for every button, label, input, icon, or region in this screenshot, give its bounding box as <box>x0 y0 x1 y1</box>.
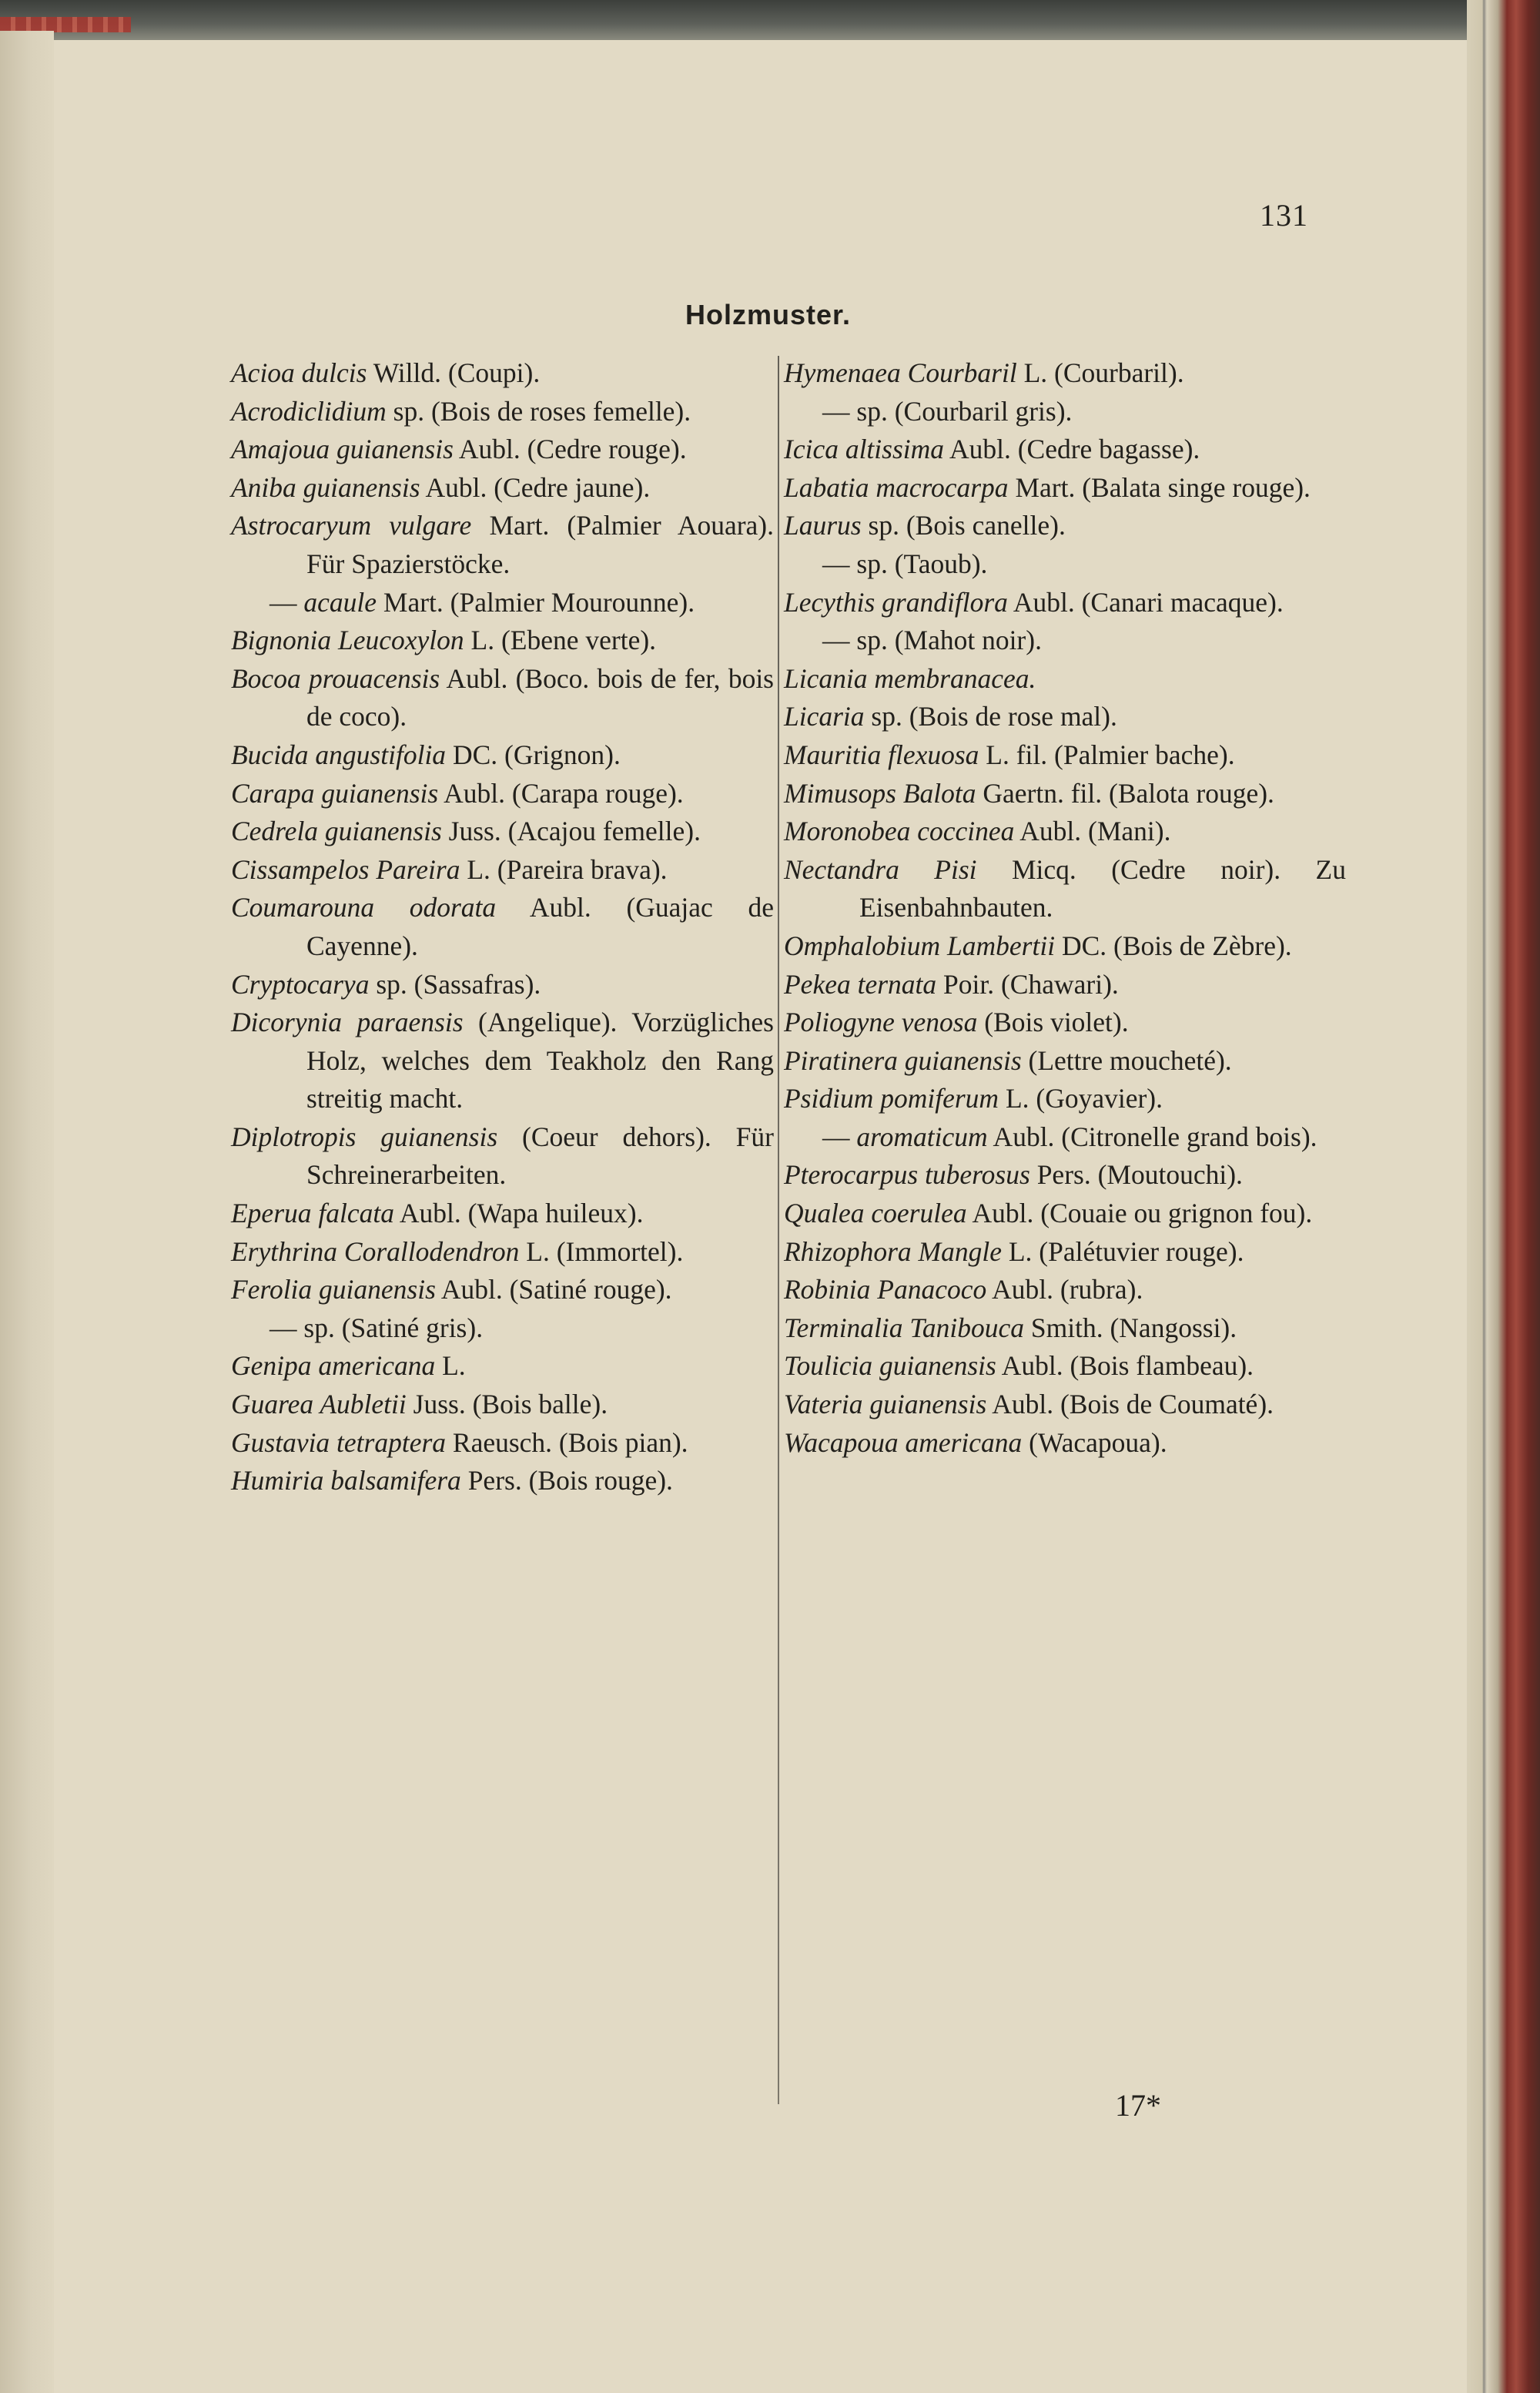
ditto-dash: — <box>270 1312 304 1343</box>
species-name: Acioa dulcis <box>231 357 367 388</box>
species-entry <box>231 1233 774 1272</box>
species-description: L. (Palétuvier rouge). <box>1002 1235 1244 1267</box>
species-description: DC. (Bois de Zèbre). <box>1055 930 1292 961</box>
species-description: L. fil. (Palmier bache). <box>979 739 1235 770</box>
species-description: sp. (Bois de roses femelle). <box>386 395 691 427</box>
species-entry <box>784 1309 1346 1348</box>
species-name: Coumarouna odorata <box>231 892 497 923</box>
species-entry <box>784 622 1346 660</box>
species-entry <box>784 775 1346 813</box>
species-name: Labatia macrocarpa <box>784 471 1009 503</box>
species-entry <box>784 1004 1346 1042</box>
species-name: Cissampelos Pareira <box>231 853 460 885</box>
species-description: Pers. (Moutouchi). <box>1029 1159 1243 1191</box>
species-entry <box>784 1156 1346 1195</box>
species-entry <box>231 393 774 431</box>
species-description: Aubl. (Cedre jaune). <box>420 471 651 503</box>
species-name: Lecythis grandiflora <box>784 586 1008 618</box>
species-entry <box>231 1386 774 1424</box>
species-name: Diplotropis guianensis <box>231 1121 498 1152</box>
species-description: Willd. (Coupi). <box>367 357 541 388</box>
species-name: Carapa guianensis <box>231 777 439 809</box>
species-description: sp. (Bois de rose mal). <box>864 701 1117 732</box>
species-name: Bignonia Leucoxylon <box>231 625 464 656</box>
species-entry <box>784 431 1346 469</box>
species-name: Nectandra Pisi <box>784 853 977 885</box>
species-entry <box>784 1118 1346 1157</box>
species-description: Juss. (Acajou femelle). <box>441 816 701 847</box>
species-entry <box>231 813 774 851</box>
species-entry <box>231 1271 774 1309</box>
book-gutter <box>0 31 54 2393</box>
species-entry <box>231 1347 774 1386</box>
ditto-dash: — <box>822 625 857 656</box>
species-description: Aubl. (Citronelle grand bois). <box>987 1121 1317 1152</box>
ditto-dash: — <box>822 1121 857 1152</box>
species-description: L. <box>435 1350 466 1382</box>
species-name: Omphalobium Lambertii <box>784 930 1056 961</box>
species-entry <box>231 469 774 508</box>
species-name: Ferolia guianensis <box>231 1274 436 1305</box>
species-name: Rhizophora Mangle <box>784 1235 1002 1267</box>
species-description: (Coeur dehors). Für Schreinerarbeiten. <box>306 1121 774 1191</box>
species-name: Piratinera guianensis <box>784 1044 1022 1076</box>
page-title: Holzmuster. <box>685 299 852 330</box>
species-description: Aubl. (Bois flambeau). <box>996 1350 1254 1382</box>
species-description: Aubl. (Couaie ou grignon fou). <box>966 1198 1313 1229</box>
species-entry <box>784 354 1346 393</box>
species-name: Astrocaryum vulgare <box>231 510 472 541</box>
species-description: L. (Immortel). <box>519 1235 684 1267</box>
species-entry <box>784 1271 1346 1309</box>
species-entry <box>231 775 774 813</box>
species-name: Pterocarpus tuberosus <box>784 1159 1030 1191</box>
species-description: sp. (Taoub). <box>856 548 988 579</box>
species-entry <box>231 736 774 775</box>
species-entry <box>231 1004 774 1118</box>
species-entry <box>784 698 1346 736</box>
species-entry <box>231 507 774 583</box>
species-entry <box>231 966 774 1004</box>
ditto-dash: — <box>270 586 304 618</box>
species-description: Mart. (Palmier Mourounne). <box>377 586 695 618</box>
species-entry <box>231 1195 774 1233</box>
species-entry <box>231 431 774 469</box>
species-name: Cryptocarya <box>231 968 370 1000</box>
species-description: Aubl. (Canari macaque). <box>1007 586 1284 618</box>
species-description: Aubl. (Cedre bagasse). <box>944 434 1200 465</box>
species-description: sp. (Sassafras). <box>369 968 541 1000</box>
species-name: Moronobea coccinea <box>784 816 1015 847</box>
species-description: Aubl. (Carapa rouge). <box>438 777 684 809</box>
species-description: (Angelique). Vorzügliches Holz, welches dem Teakholz den Rang streitig macht. <box>306 1007 774 1114</box>
species-entry <box>231 354 774 393</box>
species-description: Poir. (Chawari). <box>936 968 1119 1000</box>
species-name: Humiria balsamifera <box>231 1465 461 1496</box>
right-column <box>784 354 1346 1462</box>
species-description: Aubl. (Satiné rouge). <box>435 1274 672 1305</box>
species-entry <box>784 469 1346 508</box>
spine-stamp <box>0 17 131 32</box>
species-description: (Wacapoua). <box>1022 1426 1167 1458</box>
species-entry <box>784 851 1346 927</box>
species-description: Aubl. (Bois de Coumaté). <box>986 1389 1274 1420</box>
left-column <box>231 354 774 1500</box>
species-description: L. (Goyavier). <box>999 1083 1163 1114</box>
species-description: (Lettre moucheté). <box>1021 1044 1232 1076</box>
species-entry <box>784 507 1346 545</box>
species-description: Aubl. (Boco. bois de fer, bois de coco). <box>306 662 774 732</box>
species-description: Aubl. (Mani). <box>1014 816 1171 847</box>
species-description: L. (Courbaril). <box>1016 357 1184 388</box>
species-description: sp. (Courbaril gris). <box>856 395 1073 427</box>
species-entry <box>231 622 774 660</box>
book-right-edge <box>1467 0 1540 2393</box>
species-entry <box>784 1195 1346 1233</box>
printer-signature: 17* <box>1115 2088 1161 2123</box>
species-name: Hymenaea Courbaril <box>784 357 1017 388</box>
species-name: Bocoa prouacensis <box>231 662 440 694</box>
species-name: Aniba guianensis <box>231 471 420 503</box>
species-name: Cedrela guianensis <box>231 816 442 847</box>
species-name: Genipa americana <box>231 1350 436 1382</box>
species-name: Robinia Panacoco <box>784 1274 987 1305</box>
page-number: 131 <box>1260 198 1308 233</box>
species-name: Acrodiclidium <box>231 395 387 427</box>
species-name: Licania membranacea. <box>784 662 1036 694</box>
species-description: sp. (Mahot noir). <box>856 625 1042 656</box>
species-description: Smith. (Nangossi). <box>1024 1312 1237 1343</box>
species-description: sp. (Satiné gris). <box>303 1312 484 1343</box>
species-name: Icica altissima <box>784 434 945 465</box>
species-name: Poliogyne venosa <box>784 1007 978 1038</box>
species-description: sp. (Bois canelle). <box>861 510 1066 541</box>
species-description: Aubl. (Guajac de Cayenne). <box>306 892 775 961</box>
species-description: L. (Pareira brava). <box>460 853 668 885</box>
species-entry <box>231 889 774 965</box>
species-entry <box>784 584 1346 622</box>
species-name: Licaria <box>784 701 865 732</box>
species-entry <box>231 660 774 736</box>
species-entry <box>784 1386 1346 1424</box>
species-name: Erythrina Corallodendron <box>231 1235 520 1267</box>
species-name: Psidium pomiferum <box>784 1083 999 1114</box>
species-name: Bucida angustifolia <box>231 739 447 770</box>
species-entry <box>784 927 1346 966</box>
species-name: Eperua falcata <box>231 1198 394 1229</box>
species-entry <box>231 1424 774 1463</box>
species-entry <box>231 1462 774 1500</box>
species-entry <box>784 1080 1346 1118</box>
species-description: Juss. (Bois balle). <box>406 1389 608 1420</box>
species-description: Gaertn. fil. (Balota rouge). <box>976 777 1274 809</box>
species-name: Dicorynia paraensis <box>231 1007 464 1038</box>
species-entry <box>784 393 1346 431</box>
species-entry <box>784 1042 1346 1081</box>
book-top-edge <box>0 0 1540 40</box>
species-name: Mimusops Balota <box>784 777 976 809</box>
species-name: Terminalia Tanibouca <box>784 1312 1025 1343</box>
species-entry <box>784 660 1346 699</box>
ditto-dash: — <box>822 395 857 427</box>
species-name: Amajoua guianensis <box>231 434 454 465</box>
species-entry <box>784 1233 1346 1272</box>
species-name: Laurus <box>784 510 862 541</box>
species-name: Qualea coerulea <box>784 1198 967 1229</box>
species-description: Raeusch. (Bois pian). <box>446 1426 688 1458</box>
species-description: (Bois violet). <box>977 1007 1129 1038</box>
species-name: Pekea ternata <box>784 968 937 1000</box>
species-description: Pers. (Bois rouge). <box>460 1465 673 1496</box>
species-entry <box>231 584 774 622</box>
species-entry <box>784 545 1346 584</box>
species-entry <box>784 1347 1346 1386</box>
species-entry <box>784 736 1346 775</box>
ditto-dash: — <box>822 548 857 579</box>
species-name: Vateria guianensis <box>784 1389 987 1420</box>
species-entry <box>784 1424 1346 1463</box>
species-entry <box>231 1118 774 1195</box>
species-entry <box>231 851 774 890</box>
species-name: Mauritia flexuosa <box>784 739 979 770</box>
species-description: Aubl. (Cedre rouge). <box>453 434 687 465</box>
species-name: aromaticum <box>856 1121 988 1152</box>
species-entry <box>784 966 1346 1004</box>
species-entry <box>231 1309 774 1348</box>
species-name: Toulicia guianensis <box>784 1350 996 1382</box>
species-description: Aubl. (Wapa huileux). <box>393 1198 644 1229</box>
species-description: DC. (Grignon). <box>446 739 621 770</box>
species-description: Aubl. (rubra). <box>986 1274 1143 1305</box>
column-divider <box>778 356 779 2104</box>
species-description: Mart. (Palmier Aouara). Für Spazierstöcke. <box>306 510 774 579</box>
species-name: Guarea Aubletii <box>231 1389 407 1420</box>
species-entry <box>784 813 1346 851</box>
species-description: Micq. (Cedre noir). Zu Eisenbahnbauten. <box>859 853 1346 923</box>
species-description: L. (Ebene verte). <box>464 625 657 656</box>
species-name: Wacapoua americana <box>784 1426 1023 1458</box>
species-name: Gustavia tetraptera <box>231 1426 447 1458</box>
species-name: acaule <box>303 586 377 618</box>
species-description: Mart. (Balata singe rouge). <box>1008 471 1311 503</box>
